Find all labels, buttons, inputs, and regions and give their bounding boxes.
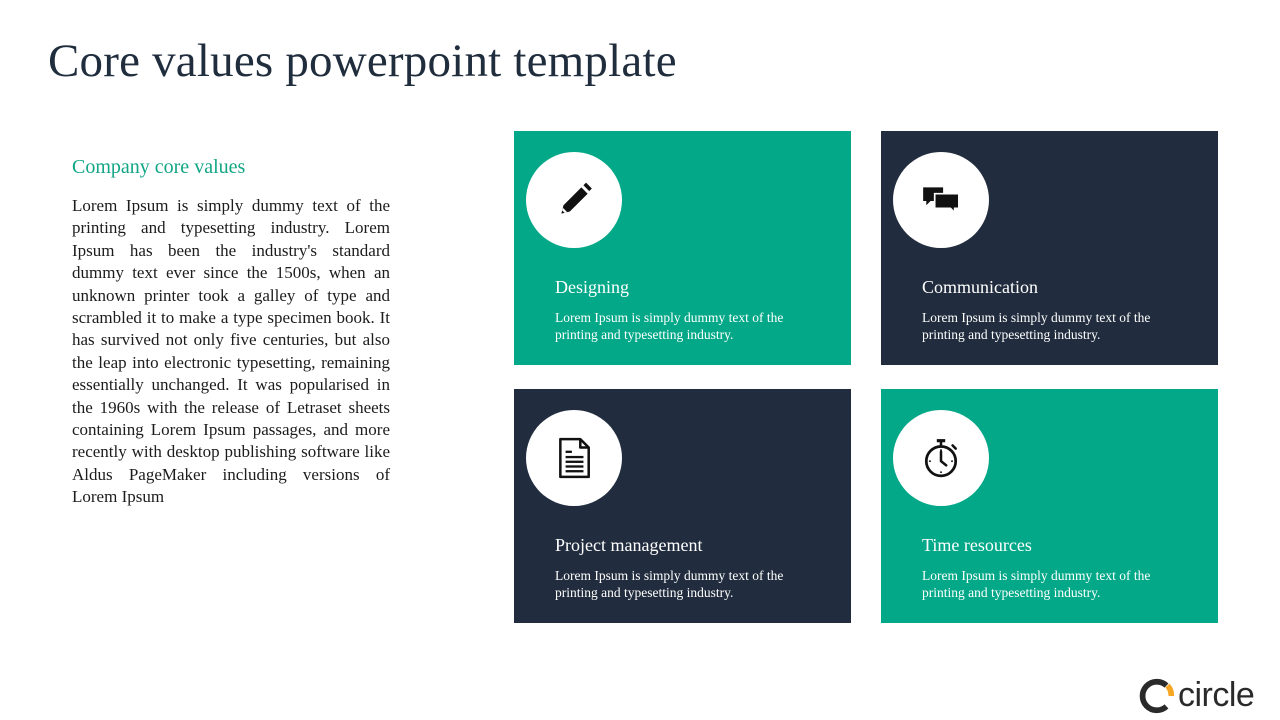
pencil-icon (553, 179, 595, 221)
card-text: Lorem Ipsum is simply dummy text of the printing and typesetting industry. (555, 568, 784, 600)
slide-title: Core values powerpoint template (48, 35, 677, 87)
intro-body: Lorem Ipsum is simply dummy text of the printing and typesetting industry. Lorem Ipsum has been the industry's standard dummy text ever since the 1500s, when an unknown printer took a galley of type and scrambled it to make a type specimen book. It has survived not only five centuries, but also the leap into electronic typesetting, remaining essentially unchanged. It was popularised in the 1960s with the release of Letraset sheets containing Lorem Ipsum passages, and more recently with desktop publishing software like Aldus PageMaker including versions of Lorem Ipsum (72, 196, 390, 507)
intro-subtitle: Company core values (72, 156, 246, 178)
card-text: Lorem Ipsum is simply dummy text of the printing and typesetting industry. (922, 310, 1151, 342)
document-icon (553, 437, 595, 479)
card-project-management (514, 389, 851, 623)
icon-circle (526, 410, 622, 506)
icon-circle (893, 152, 989, 248)
icon-circle (893, 410, 989, 506)
card-title: Project management (555, 535, 703, 555)
circle-logo-icon (1138, 677, 1176, 715)
card-text: Lorem Ipsum is simply dummy text of the printing and typesetting industry. (555, 310, 784, 342)
card-title: Communication (922, 277, 1038, 297)
brand-logo (1138, 676, 1254, 715)
card-communication (881, 131, 1218, 365)
chat-bubbles-icon (920, 179, 962, 221)
card-title: Time resources (922, 535, 1032, 555)
icon-circle (526, 152, 622, 248)
card-title: Designing (555, 277, 629, 297)
card-designing (514, 131, 851, 365)
card-text: Lorem Ipsum is simply dummy text of the printing and typesetting industry. (922, 568, 1151, 600)
stopwatch-icon (920, 437, 962, 479)
brand-name: circle (1178, 676, 1255, 714)
intro-section (72, 156, 390, 509)
card-time-resources (881, 389, 1218, 623)
